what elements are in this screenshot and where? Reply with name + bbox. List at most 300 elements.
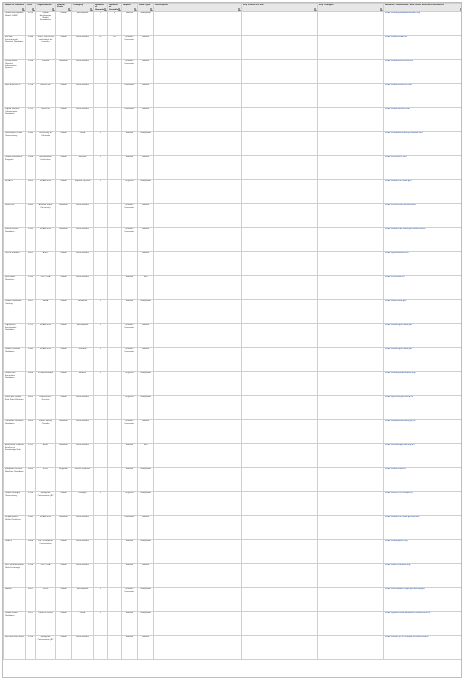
column-header-label: Key Points for Use [243,4,264,6]
table-cell: NOAA NCEI [36,180,56,204]
table-cell: UN / European Commission [36,540,56,564]
table-cell [318,228,384,252]
table-cell: Tabular [138,108,154,132]
table-row[interactable] [4,132,463,156]
table-cell: National [56,420,72,444]
table-cell: Geospatial [138,468,154,492]
table-cell: NOAA NCEI [36,324,56,348]
table-cell: https://www.ngdc.noaa.gov [384,324,463,348]
filter-dropdown-icon[interactable] [134,8,137,11]
table-cell: https://volcano.si.edu [384,156,463,180]
table-cell: Global [56,12,72,36]
table-cell: European Severe Weather Database [4,468,26,492]
table-cell: 2003 [26,420,36,444]
table-cell: Multi-hazard [72,228,94,252]
table-cell: Geospatial [138,612,154,636]
table-cell: 1950 [26,228,36,252]
column-header[interactable] [318,4,384,12]
table-cell: Tabular [138,228,154,252]
table-cell: NOAA NCEI [36,516,56,540]
table-cell: Human [122,300,138,324]
table-cell [318,636,384,660]
table-cell [318,444,384,468]
table-cell [108,228,122,252]
table-row[interactable] [4,420,463,444]
table-cell [318,12,384,36]
table-cell: Arizona State University [36,204,56,228]
table-cell: Economic [122,516,138,540]
table-row[interactable] [4,36,463,60]
column-header[interactable] [108,4,122,12]
table-row[interactable] [4,444,463,468]
table-cell [242,420,318,444]
table-cell [154,84,242,108]
table-cell [94,60,108,84]
table-cell: Global [56,108,72,132]
table-cell: Geospatial [138,540,154,564]
table-cell: 1 [94,324,108,348]
table-cell: European Commission JRC [36,492,56,516]
table-cell [108,276,122,300]
table-cell: IBTrACS [4,180,26,204]
table-cell: Volcano [72,156,94,180]
table-cell [242,156,318,180]
table-cell [108,348,122,372]
table-row[interactable] [4,12,463,36]
table-cell: https://www.ncdc.noaa.gov/stormevents [384,228,463,252]
table-cell: National [56,228,72,252]
table-cell [108,612,122,636]
column-header[interactable] [36,4,56,12]
table-cell: Human [122,276,138,300]
filter-dropdown-icon[interactable] [32,8,35,11]
table-cell: AIDR [36,444,56,468]
table-cell [154,516,242,540]
table-cell: Physical [122,180,138,204]
table-cell: Geospatial [138,300,154,324]
table-cell [318,516,384,540]
table-cell: Global Tsunami Database [4,348,26,372]
spreadsheet [2,2,462,678]
table-cell: Human, Economic [122,228,138,252]
table-cell: Physical [122,492,138,516]
table-cell [318,348,384,372]
table-row[interactable] [4,228,463,252]
table-cell: DesInventar Disaster Information System [4,60,26,84]
table-cell [242,516,318,540]
table-cell [94,252,108,276]
table-cell: GDACS [4,540,26,564]
table-cell: Tabular [138,516,154,540]
table-cell: 1 [94,348,108,372]
table-cell: 1 [94,12,108,36]
table-cell [318,492,384,516]
table-row[interactable] [4,300,463,324]
table-row[interactable] [4,588,463,612]
filter-dropdown-icon[interactable] [460,8,463,11]
table-cell [122,252,138,276]
table-cell [242,612,318,636]
table-cell [242,540,318,564]
table-row[interactable] [4,612,463,636]
table-cell [154,348,242,372]
table-row[interactable] [4,60,463,84]
table-cell: 2015 [26,12,36,36]
table-cell: https://www.desinventar.net [384,60,463,84]
table-cell: GLIDE Number [4,252,26,276]
table-cell: Global [56,84,72,108]
table-cell: https://www.swissre.com [384,108,463,132]
table-cell [242,300,318,324]
table-cell: NOAA NCEI [36,348,56,372]
table-cell: https://www.ncei.noaa.gov [384,180,463,204]
table-cell [318,420,384,444]
table-cell: https://www.eswd.eu [384,468,463,492]
table-cell: 2014 [26,492,36,516]
table-cell: 1980 [26,348,36,372]
table-cell: Global [56,396,72,420]
table-cell: 1988 [26,36,36,60]
filter-dropdown-icon[interactable] [104,8,107,11]
table-cell: Multi-hazard [72,252,94,276]
table-cell: Geospatial [138,396,154,420]
table-cell: 2004 [26,540,36,564]
column-header[interactable] [122,4,138,12]
table-cell [108,132,122,156]
table-cell: 9 [108,12,122,36]
table-cell [154,492,242,516]
table-cell: Tabular [138,60,154,84]
table-cell: Multi-hazard [72,564,94,588]
table-row[interactable] [4,348,463,372]
table-cell: Human, Economic [122,348,138,372]
table-cell [154,12,242,36]
table-row[interactable] [4,372,463,396]
table-cell: Global [56,348,72,372]
table-cell: https://www.munichre.com [384,84,463,108]
table-cell: Public Safety Canada [36,420,56,444]
table-row[interactable] [4,108,463,132]
table-cell: EM-DAT International Disaster Database [4,36,26,60]
table-cell: HDX Humanitarian Data Exchange [4,564,26,588]
table-cell: Dartmouth Flood Observatory [4,132,26,156]
table-cell [94,564,108,588]
table-cell: Text [138,276,154,300]
table-cell: Canadian Disaster Database [4,420,26,444]
table-cell [318,36,384,60]
column-header[interactable] [384,4,463,12]
table-cell [242,348,318,372]
table-cell: Multi-hazard [72,396,94,420]
table-cell [108,396,122,420]
table-cell: National [56,444,72,468]
filter-dropdown-icon[interactable] [238,8,241,11]
table-cell [108,60,122,84]
table-cell [318,84,384,108]
table-cell [108,180,122,204]
table-cell: 2009 [26,396,36,420]
table-cell: https://glidenumber.net [384,252,463,276]
table-cell [242,636,318,660]
table-cell [108,372,122,396]
table-cell: Tabular [138,36,154,60]
table-cell [108,252,122,276]
filter-dropdown-icon[interactable] [52,8,55,11]
filter-dropdown-icon[interactable] [150,8,153,11]
table-cell [154,276,242,300]
table-cell: Human, Economic [122,36,138,60]
table-cell: CRED, Université catholique de Louvain [36,36,56,60]
table-cell: Swiss Re [36,108,56,132]
table-cell: Multi-hazard [72,84,94,108]
table-cell: Global [56,588,72,612]
table-cell: 2006 [26,372,36,396]
table-cell: 1972 [26,324,36,348]
table-cell [154,60,242,84]
table-cell [108,420,122,444]
table-row[interactable] [4,84,463,108]
table-cell: Human, Economic [122,204,138,228]
table-cell [318,132,384,156]
table-cell: Human [122,540,138,564]
table-cell [318,204,384,228]
table-cell: 1 [94,588,108,612]
column-header-label: Website, Publication, and Other Relevant Resources [385,4,444,6]
table-cell: Physical [122,396,138,420]
table-cell: European Commission JRC [36,636,56,660]
table-cell: INFORM Risk Index [4,636,26,660]
table-cell: 1 [94,156,108,180]
table-cell: ADRC [36,252,56,276]
table-cell [318,324,384,348]
table-cell [154,324,242,348]
table-row[interactable] [4,276,463,300]
table-row[interactable] [4,636,463,660]
table-cell: Geospatial [138,492,154,516]
table-cell [154,564,242,588]
table-cell: Text [138,444,154,468]
table-cell [242,204,318,228]
table-cell: Human [122,612,138,636]
table-cell [154,36,242,60]
table-cell: https://global-flood-database.cloudtostreet.ai [384,612,463,636]
table-cell [318,276,384,300]
table-cell: Human [122,132,138,156]
table-cell: Regional [56,468,72,492]
table-cell: Human, Economic [122,60,138,84]
table-cell: 1 [94,372,108,396]
table-cell [242,180,318,204]
table-cell: Earthquake [72,12,94,36]
table-cell: UN OCHA [36,564,56,588]
table-cell: https://www.globalfiredata.org [384,372,463,396]
table-cell: 1 [94,132,108,156]
column-header-label: Key Changes [319,4,334,6]
table-cell [154,156,242,180]
table-cell [154,396,242,420]
filter-dropdown-icon[interactable] [314,8,317,11]
table-cell: Global Fire Emissions Database [4,372,26,396]
table-cell: 1970 [26,108,36,132]
table-cell: https://drmkc.jrc.ec.europa.eu/inform-index [384,636,463,660]
table-cell [154,204,242,228]
table-row[interactable] [4,540,463,564]
table-cell: Multi-hazard [72,444,94,468]
table-row[interactable] [4,324,463,348]
table-cell [94,636,108,660]
table-cell: Global [56,636,72,660]
table-cell: https://reliefweb.int [384,276,463,300]
table-cell [318,372,384,396]
column-header[interactable] [4,4,26,12]
table-cell: Global Earthquake Model Foundation [36,12,56,36]
table-cell [242,396,318,420]
table-cell [94,276,108,300]
table-cell: https://edo.jrc.ec.europa.eu [384,492,463,516]
table-row[interactable] [4,204,463,228]
table-cell: Human [122,12,138,36]
table-cell: Tabular [138,324,154,348]
table-cell: Geospatial [138,372,154,396]
table-row[interactable] [4,468,463,492]
column-header[interactable] [154,4,242,12]
column-header[interactable] [56,4,72,12]
table-cell: Human, Economic [122,420,138,444]
filter-dropdown-icon[interactable] [22,8,25,11]
table-cell: VU Amsterdam [36,372,56,396]
column-header-label: Organization [37,4,52,6]
table-cell: 22 [94,36,108,60]
table-cell: Storm Events Database [4,228,26,252]
table-cell: Global Landslide Catalog [4,300,26,324]
table-cell: Global [56,540,72,564]
table-cell: 1996 [26,276,36,300]
table-cell: Tabular [138,84,154,108]
table-cell: Physical [122,372,138,396]
table-row[interactable] [4,564,463,588]
table-cell: 2000 [26,204,36,228]
filter-dropdown-icon[interactable] [68,8,71,11]
table-cell: Tabular [138,636,154,660]
table-cell [94,540,108,564]
table-cell [108,84,122,108]
table-cell: Human [122,636,138,660]
table-cell [108,324,122,348]
table-row[interactable] [4,492,463,516]
table-cell: Severe weather [72,468,94,492]
table-cell: https://www.ncei.noaa.gov/billions [384,516,463,540]
table-cell [108,636,122,660]
table-cell: Significant Earthquake Database [4,324,26,348]
table-cell: 1980 [26,516,36,540]
table-cell: 1 [94,180,108,204]
table-cell: Multi-hazard [72,516,94,540]
table-cell [108,468,122,492]
column-header-label: Number of Hazards [95,4,105,11]
table-cell [154,612,242,636]
table-cell [94,516,108,540]
table-cell: Multi-hazard [72,420,94,444]
table-cell: 1994 [26,60,36,84]
table-cell: Earthquake [72,588,94,612]
column-header[interactable] [26,4,36,12]
column-header[interactable] [242,4,318,12]
table-cell [108,156,122,180]
table-cell: ReliefWeb Disasters [4,276,26,300]
filter-dropdown-icon[interactable] [118,8,121,11]
table-cell: 2014 [26,564,36,588]
table-cell: Cloud to Street [36,612,56,636]
table-cell: https://www.ngdc.noaa.gov [384,348,463,372]
table-cell: Sigma Natural Catastrophe Database [4,108,26,132]
table-row[interactable] [4,156,463,180]
table-row[interactable] [4,180,463,204]
column-header-label: Impact [123,4,131,6]
table-cell: Tabular [138,564,154,588]
column-header[interactable] [138,4,154,12]
table-cell [108,540,122,564]
table-cell: https://www.gdacs.org [384,540,463,564]
column-header[interactable] [72,4,94,12]
filter-dropdown-icon[interactable] [90,8,93,11]
table-row[interactable] [4,396,463,420]
table-cell: Geospatial [138,12,154,36]
table-cell: 1985 [26,132,36,156]
table-cell [242,444,318,468]
table-cell: Global [56,324,72,348]
table-cell [108,492,122,516]
table-cell [242,588,318,612]
table-cell: Smithsonian Institution [36,156,56,180]
table-body [4,12,463,660]
table-cell: PREVIEW Global Risk Data Platform [4,396,26,420]
table-row[interactable] [4,516,463,540]
column-header[interactable] [94,4,108,12]
table-cell: https://earthquake.usgs.gov/data/pager [384,588,463,612]
table-cell [108,564,122,588]
table-cell: Geospatial [138,588,154,612]
table-cell: Human, Economic [122,324,138,348]
table-cell: 2021 [26,612,36,636]
table-cell: National [56,204,72,228]
table-cell [242,468,318,492]
table-cell [94,420,108,444]
table-cell [154,444,242,468]
table-cell [94,84,108,108]
table-cell: Geospatial [138,132,154,156]
table-cell: NOAA NCEI [36,228,56,252]
filter-dropdown-icon[interactable] [380,8,383,11]
table-cell [154,468,242,492]
dataset-table [3,3,462,660]
table-cell [318,156,384,180]
table-cell [318,300,384,324]
table-cell [242,492,318,516]
table-cell: Multi-hazard [72,36,94,60]
table-cell: Global [56,252,72,276]
table-cell: NOAA Billion-Dollar Disasters [4,516,26,540]
header-row [4,4,463,12]
table-cell [154,228,242,252]
table-cell [108,300,122,324]
table-row[interactable] [4,252,463,276]
table-cell: National [56,60,72,84]
table-cell: https://preview.grid.unep.ch [384,396,463,420]
table-cell [318,60,384,84]
table-cell: Global Flood Database [4,612,26,636]
table-cell: Global [56,36,72,60]
table-cell [108,516,122,540]
